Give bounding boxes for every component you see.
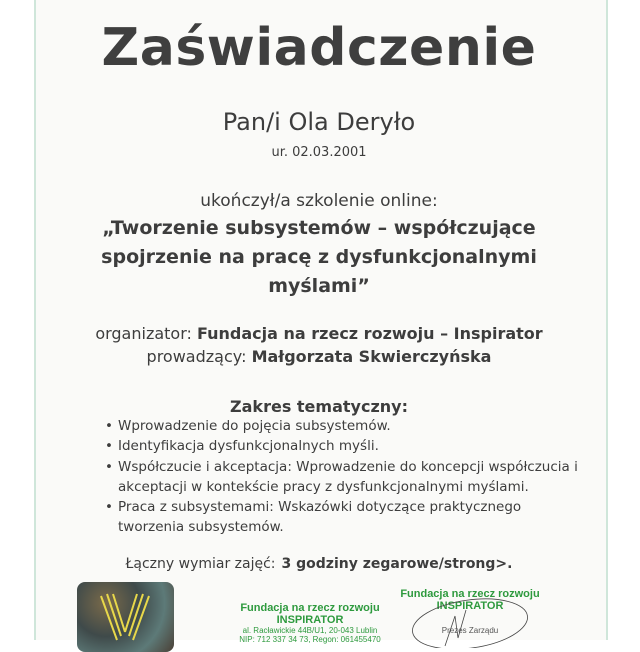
course-title-line: myślami” [268,275,370,297]
course-title-line: „Tworzenie subsystemów – współczujące [102,217,536,239]
instructor-label: prowadzący: [146,347,247,366]
total-hours-line [34,556,604,572]
signature-line: INSPIRATOR [436,600,504,612]
organizer-name: Fundacja na rzecz rozwoju – Inspirator [197,324,543,343]
signature-role: Prezes Zarządu [441,626,499,635]
stamp-line: Fundacja na rzecz rozwoju [240,602,380,614]
course-title-line: spojrzenie na pracę z dysfunkcjonalnymi [101,246,537,268]
scope-heading: Zakres tematyczny: [230,397,408,416]
list-item: • Wprowadzenie do pojęcia subsystemów. [118,416,578,436]
stamp-ids: NIP: 712 337 34 73, Regon: 061455470 [239,635,381,644]
organizer-line [34,324,604,343]
total-label: Łączny wymiar zajęć: [125,556,276,572]
organizer-label: organizator: [95,324,192,343]
instructor-name: Małgorzata Skwierczyńska [251,347,492,366]
certificate-sheet [34,0,608,640]
foundation-stamp [225,602,395,644]
total-value: 3 godziny zegarowe/strong>. [281,556,513,572]
scope-list [104,416,578,538]
list-item: • Identyfikacja dysfunkcjonalnych myśli. [118,436,578,456]
stamp-address: al. Racławickie 44B/U1, 20-043 Lublin [242,626,378,635]
course-title [34,214,604,301]
list-item: • Praca z subsystemami: Wskazówki dotyczące praktycznego tworzenia subsystemów. [118,497,578,538]
signature-line: Fundacja na rzecz rozwoju [400,588,540,600]
recipient-name: Pan/i Ola Deryło [222,108,416,136]
instructor-line [34,347,604,366]
completed-text: ukończył/a szkolenie online: [200,191,438,211]
signature-icon [400,588,540,648]
inspirator-logo-icon [97,590,153,650]
list-item: • Współczucie i akceptacja: Wprowadzenie do koncepcji współczucia i akceptacji w kontekście pracy z dysfunkcjonalnymi myślami. [118,457,578,498]
stamp-line: INSPIRATOR [276,614,344,626]
certificate-title: Zaświadczenie [101,18,537,78]
birth-date: ur. 02.03.2001 [271,145,367,160]
hologram-seal [77,582,174,652]
signature-stamp [400,588,540,635]
